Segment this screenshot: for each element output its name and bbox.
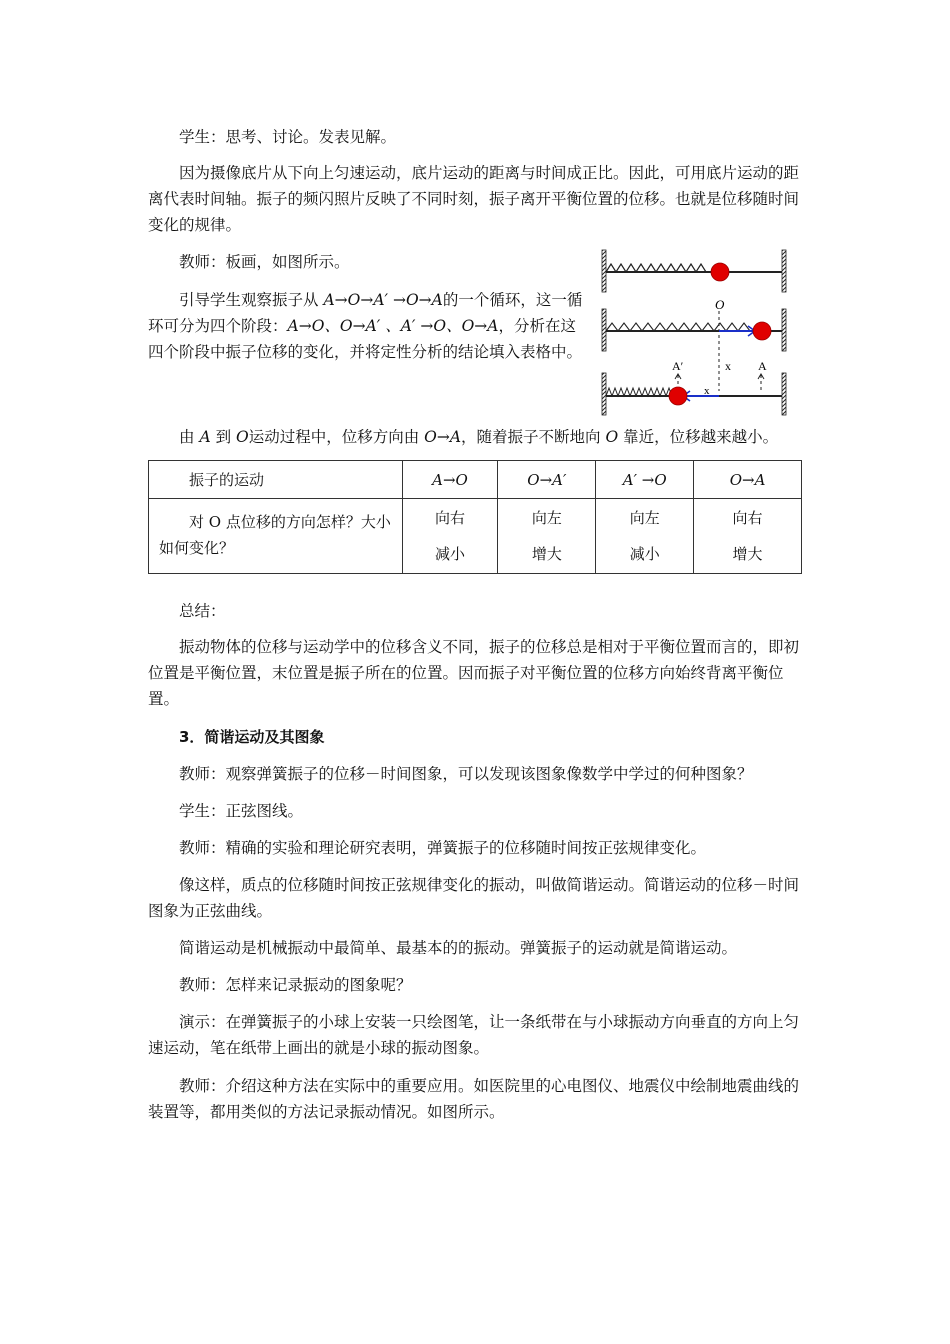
paragraph-summary: 振动物体的位移与运动学中的位移含义不同，振子的位移总是相对于平衡位置而言的，即初位置是平衡位置，末位置是振子所在的位置。因而振子对平衡位置的位移方向始终背离平衡位置。 xyxy=(148,638,800,708)
label-x-upper: x xyxy=(725,359,731,373)
left-wall xyxy=(602,250,606,292)
label-x-lower: x xyxy=(704,385,710,397)
table-cell: 向右 减小 xyxy=(402,499,498,574)
left-wall xyxy=(602,309,606,351)
section-heading: 3．简谐运动及其图象 xyxy=(179,728,325,746)
label-a: A xyxy=(758,359,767,373)
displacement-table xyxy=(148,460,802,574)
table-cell: 向左 减小 xyxy=(596,499,694,574)
right-wall xyxy=(782,250,786,292)
table-header-cell: 振子的运动 xyxy=(149,461,403,499)
oscillator-row-2 xyxy=(602,297,786,391)
spring xyxy=(606,264,706,272)
table-header-cell: O→A′ xyxy=(498,461,596,499)
stages-notation: A→O、O→A′ 、A′ →O、O→A xyxy=(287,317,499,335)
paragraph-a-to-o: 由 A 到 O运动过程中，位移方向由 O→A，随着振子不断地向 O 靠近，位移越来越小。 xyxy=(179,428,779,446)
table-cell: 向左 增大 xyxy=(498,499,596,574)
oscillator-row-3 xyxy=(602,373,786,415)
paragraph-film-explanation: 因为摄像底片从下向上匀速运动，底片运动的距离与时间成正比。因此，可用底片运动的距离代表时间轴。振子的频闪照片反映了不同时刻，振子离开平衡位置的位移。也就是位移随时间变化的规律。 xyxy=(148,164,800,234)
label-o: O xyxy=(715,297,725,312)
table-cell: 向右 增大 xyxy=(694,499,802,574)
right-wall xyxy=(782,373,786,415)
paragraph-observe-cycle: 引导学生观察振子从 A→O→A′ →O→A的一个循环，这一循环可分为四个阶段：A→O、O→A′ 、A′ →O、O→A，分析在这四个阶段中振子位移的变化，并将定性分析的结论填入表格中。 xyxy=(148,291,583,361)
paragraph-teacher-sine: 教师：精确的实验和理论研究表明，弹簧振子的位移随时间按正弦规律变化。 xyxy=(179,839,707,857)
cycle-notation: A→O→A′ →O→A xyxy=(323,291,443,309)
paragraph-student-answer: 学生：正弦图线。 xyxy=(179,802,304,820)
paragraph-shm-basic: 简谐运动是机械振动中最简单、最基本的的振动。弹簧振子的运动就是简谐运动。 xyxy=(179,939,738,957)
paragraph-summary-label: 总结： xyxy=(179,602,226,620)
spring-oscillator-figure xyxy=(598,243,794,421)
ball xyxy=(753,322,771,340)
left-wall xyxy=(602,373,606,415)
oscillator-row-1 xyxy=(602,250,786,292)
table-question-cell: 对 O 点位移的方向怎样？大小如何变化？ xyxy=(149,499,403,574)
table-header-cell: A′ →O xyxy=(596,461,694,499)
paragraph-applications: 教师：介绍这种方法在实际中的重要应用。如医院里的心电图仪、地震仪中绘制地震曲线的装置等，都用类似的方法记录振动情况。如图所示。 xyxy=(148,1077,800,1121)
right-wall xyxy=(782,309,786,351)
label-a-prime: A′ xyxy=(672,359,684,373)
table-header-row xyxy=(149,461,802,499)
table-header-cell: A→O xyxy=(402,461,498,499)
ball xyxy=(711,263,729,281)
spring xyxy=(606,323,750,331)
table-row xyxy=(149,499,802,574)
paragraph-teacher-question: 教师：观察弹簧振子的位移－时间图象，可以发现该图象像数学中学过的何种图象？ xyxy=(179,765,753,783)
paragraph-teacher-record: 教师：怎样来记录振动的图象呢？ xyxy=(179,976,412,994)
spring-compressed xyxy=(606,388,672,396)
ball xyxy=(669,387,687,405)
paragraph-shm-definition: 像这样，质点的位移随时间按正弦规律变化的振动，叫做简谐运动。简谐运动的位移－时间图象为正弦曲线。 xyxy=(148,876,800,920)
paragraph-teacher-draw: 教师：板画，如图所示。 xyxy=(179,253,350,271)
paragraph-demo: 演示：在弹簧振子的小球上安装一只绘图笔，让一条纸带在与小球振动方向垂直的方向上匀速运动，笔在纸带上画出的就是小球的振动图象。 xyxy=(148,1013,800,1057)
table-header-cell: O→A xyxy=(694,461,802,499)
paragraph-student-discuss: 学生：思考、讨论。发表见解。 xyxy=(179,128,397,146)
